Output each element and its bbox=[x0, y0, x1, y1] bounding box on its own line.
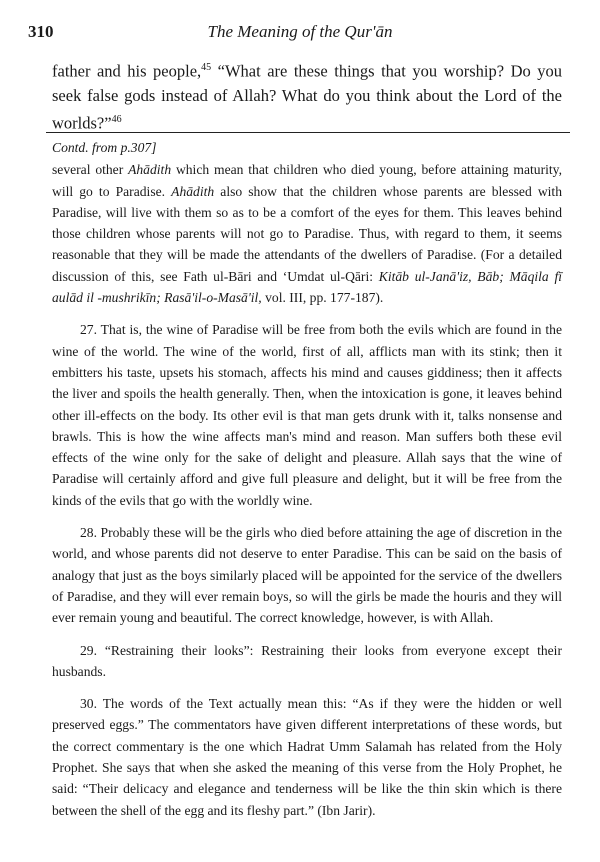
note-30: 30. The words of the Text actually mean this: “As if they were the hidden or well preserved eggs.” The commentators have given different interpretations of these words, but the correct commentary is the one which Hadrat Umm Salamah has related from the Holy Prophet. She says that when she asked the meaning of this verse from the Holy Prophet, he said: “Their delicacy and elegance and tenderness will be like the thin skin which is there between the shell of the egg and its fleshy part.” (Ibn Jarir). bbox=[52, 696, 562, 818]
note-cont-text-1: several other bbox=[52, 162, 129, 178]
footnote-ref-46: 46 bbox=[111, 113, 122, 125]
page-number: 310 bbox=[28, 22, 54, 41]
note-cont-text-3: also show that the children whose parents are blessed with Paradise, will live with them so as to be a comfort of the eyes for them. This leaves behind those children whose parents will not go to Paradise. Thus, with regard to them, it seems reasonable that they will be made the attendants of the dwellers of Paradise. (For a detailed discussion of this, see Fath ul-Bāri and ‘Umdat ul-Qāri: bbox=[52, 183, 562, 284]
footnote-ref-45: 45 bbox=[201, 62, 212, 73]
main-text-part-2: “What are these things that you worship? Do you seek false gods instead of Allah? What do you think about the Lord of the worlds?” bbox=[52, 61, 562, 132]
note-27: 27. That is, the wine of Paradise will be free from both the evils which are found in the wine of the world. The wine of the world, first of all, afflicts man with its stink; then it embitters his taste, upsets his stomach, affects his mind and causes giddiness; then it affects the liver and spoils the health generally. Then, when the intoxication is gone, it leaves behind other ill-effects on the body. Its other evil is that man gets drunk with it, talks nonsense and brawls. This is how the wine affects man's mind and reason. Man suffers both these evil effects of the wine only for the sake of delight and pleasure. Allah says that the wine of Paradise will certainly afford and give full pleasure and delight, but it will be free from the kinds of the evils that go with the worldly wine. bbox=[52, 322, 562, 508]
page-header bbox=[0, 18, 600, 44]
note-cont-italic-2: Ahādith bbox=[171, 183, 215, 199]
running-title: The Meaning of the Qur'ān bbox=[207, 22, 393, 41]
note-cont-text-2: which mean that children who died young, before attaining maturity, will go to Paradise. bbox=[52, 162, 562, 199]
note-28: 28. Probably these will be the girls who died before attaining the age of discretion in the world, and whose parents did not deserve to enter Paradise. This can be said on the basis of analogy that just as the boys similarly placed will be appointed for the service of the dwellers of Paradise, and they will ever remain boys, so will the girls be made the houris and they will ever remain young and beautiful. The correct knowledge, however, is with Allah. bbox=[52, 525, 562, 626]
footnotes-section bbox=[52, 137, 562, 821]
note-continued bbox=[52, 159, 562, 308]
main-translation-text bbox=[52, 56, 562, 135]
continued-from-label: Contd. from p.307] bbox=[52, 140, 157, 155]
note-cont-italic-3: Kitāb ul-Janā'iz, Bāb; Māqila fī aulād il -mushrikīn; Rasā'il-o-Masā'il, bbox=[52, 268, 563, 306]
note-cont-text-4: vol. III, pp. 177-187). bbox=[261, 290, 384, 306]
note-29: 29. “Restraining their looks”: Restraining their looks from everyone except their husbands. bbox=[52, 642, 562, 679]
note-cont-italic-1: Ahādith bbox=[128, 162, 172, 178]
main-text-part-1: father and his people, bbox=[52, 61, 202, 81]
footnote-divider bbox=[46, 132, 570, 133]
